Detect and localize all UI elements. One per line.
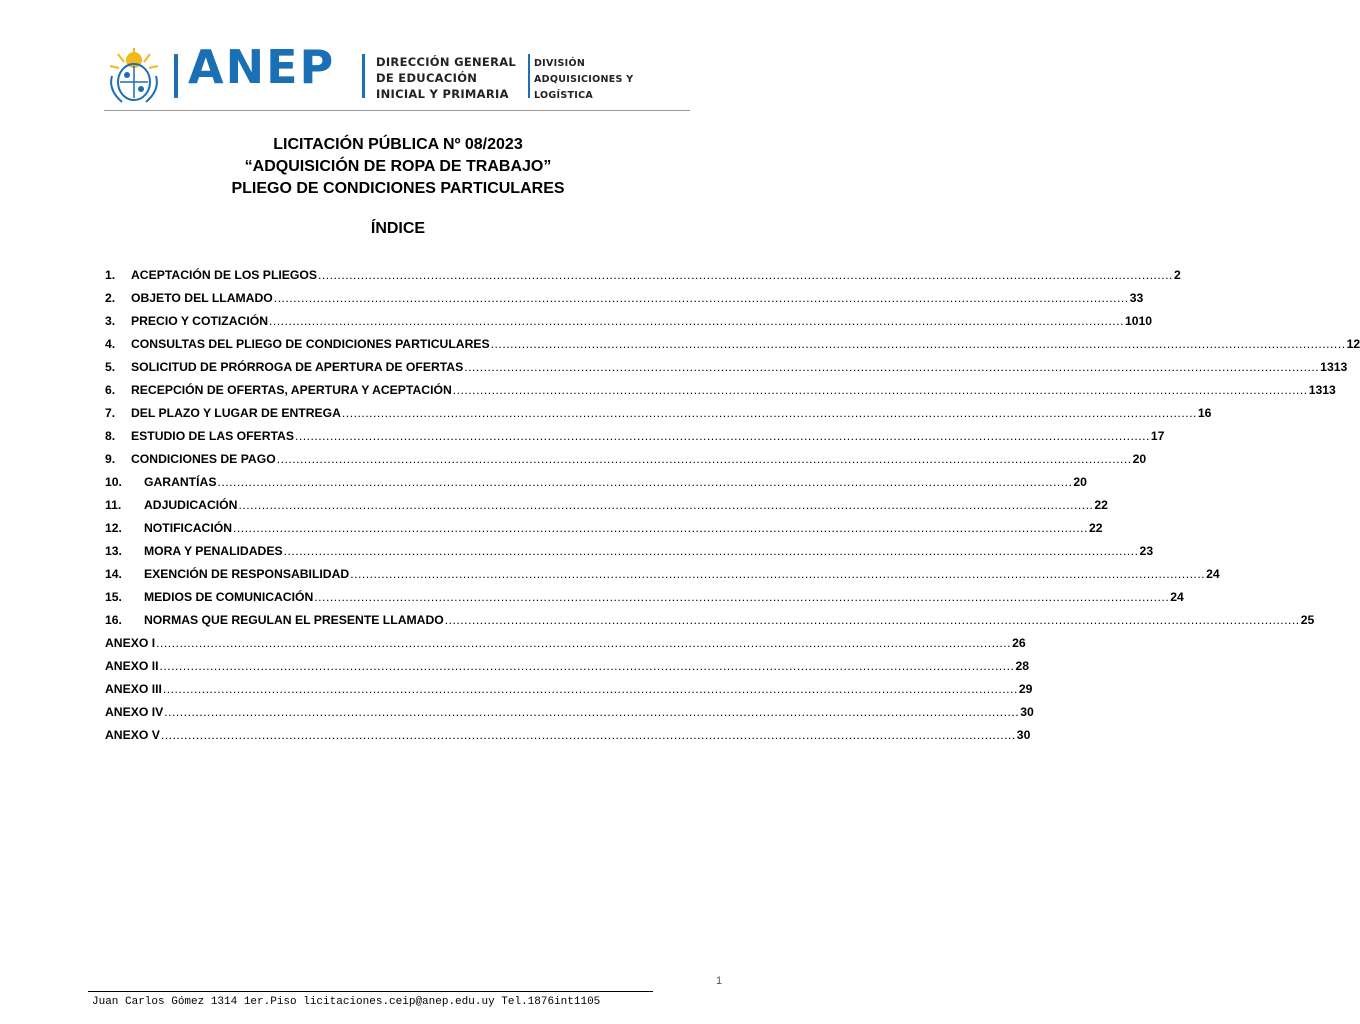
toc-leader-dots: ............................................................................................................................................................................................................................ [341, 406, 1197, 420]
toc-entry[interactable] [105, 383, 1336, 406]
toc-entry-label: ANEXO I [105, 636, 156, 650]
toc-leader-dots: ............................................................................................................................................................................................................................ [238, 498, 1094, 512]
document-title [0, 134, 796, 200]
toc-entry[interactable] [105, 705, 1034, 728]
toc-leader-dots: ............................................................................................................................................................................................................................ [452, 383, 1308, 397]
toc-entry-page: 1313 [1320, 360, 1348, 374]
toc-entry-number: 9. [105, 452, 116, 466]
toc-entry-label: SOLICITUD DE PRÓRROGA DE APERTURA DE OFERTAS [131, 360, 464, 374]
toc-entry[interactable] [105, 337, 1360, 360]
toc-leader-dots: ............................................................................................................................................................................................................................ [217, 475, 1073, 489]
toc-entry-number: 4. [105, 337, 116, 351]
toc-entry[interactable] [105, 314, 1153, 337]
toc-entry[interactable] [105, 360, 1348, 383]
toc-entry-page: 20 [1073, 475, 1087, 489]
toc-entry-label: CONDICIONES DE PAGO [131, 452, 276, 466]
toc-leader-dots: ............................................................................................................................................................................................................................ [490, 337, 1346, 351]
toc-leader-dots: ............................................................................................................................................................................................................................ [283, 544, 1139, 558]
toc-entry-page: 29 [1018, 682, 1033, 696]
toc-entry-page: 25 [1300, 613, 1315, 627]
header-separator [362, 54, 365, 98]
toc-entry-number: 10. [105, 475, 122, 489]
toc-entry[interactable] [105, 728, 1031, 751]
toc-entry-label: ANEXO II [105, 659, 159, 673]
toc-entry[interactable] [105, 268, 1181, 291]
toc-entry-label: MEDIOS DE COMUNICACIÓN [144, 590, 314, 604]
toc-leader-dots: ............................................................................................................................................................................................................................ [164, 705, 1020, 719]
toc-entry-label: NORMAS QUE REGULAN EL PRESENTE LLAMADO [144, 613, 444, 627]
title-line: LICITACIÓN PÚBLICA Nº 08/2023 [273, 136, 523, 153]
division-line: LOGÍSTICA [534, 90, 594, 101]
toc-entry-number: 12. [105, 521, 122, 535]
toc-entry-number: 14. [105, 567, 122, 581]
toc-entry[interactable] [105, 544, 1154, 567]
toc-leader-dots: ............................................................................................................................................................................................................................ [233, 521, 1088, 535]
footer-contact: Juan Carlos Gómez 1314 1er.Piso licitaciones.ceip@anep.edu.uy Tel.1876int1105 [92, 996, 601, 1008]
toc-entry-page: 2 [1173, 268, 1181, 282]
toc-entry[interactable] [105, 521, 1103, 544]
toc-entry-label: OBJETO DEL LLAMADO [131, 291, 273, 305]
toc-entry-label: NOTIFICACIÓN [144, 521, 233, 535]
toc-entry-number: 5. [105, 360, 116, 374]
toc-entry-number: 1. [105, 268, 116, 282]
toc-entry-page: 23 [1139, 544, 1154, 558]
logo-bar [174, 54, 178, 98]
toc-entry-page: 24 [1170, 590, 1184, 604]
toc-entry-label: ESTUDIO DE LAS OFERTAS [131, 429, 294, 443]
toc-entry-page: 30 [1016, 728, 1031, 742]
index-heading: ÍNDICE [370, 220, 426, 237]
toc-entry-page: 28 [1015, 659, 1029, 673]
toc-entry-label: EXENCIÓN DE RESPONSABILIDAD [144, 567, 350, 581]
toc-entry[interactable] [105, 613, 1315, 636]
toc-entry-label: ADJUDICACIÓN [144, 498, 238, 512]
toc-entry-label: DEL PLAZO Y LUGAR DE ENTREGA [131, 406, 341, 420]
toc-entry[interactable] [105, 567, 1220, 590]
toc-entry-label: ANEXO V [105, 728, 160, 742]
toc-entry-label: ACEPTACIÓN DE LOS PLIEGOS [131, 268, 317, 282]
toc-entry-label: CONSULTAS DEL PLIEGO DE CONDICIONES PARTICULARES [131, 337, 490, 351]
toc-entry[interactable] [105, 429, 1165, 452]
coat-of-arms-icon [104, 46, 164, 106]
toc-entry-number: 15. [105, 590, 122, 604]
toc-entry-label: ANEXO III [105, 682, 162, 696]
toc-leader-dots: ............................................................................................................................................................................................................................ [444, 613, 1300, 627]
toc-entry-page: 33 [1129, 291, 1144, 305]
toc-leader-dots: ............................................................................................................................................................................................................................ [318, 268, 1173, 282]
toc-entry-number: 11. [105, 498, 122, 512]
toc-entry[interactable] [105, 659, 1029, 682]
toc-entry-number: 16. [105, 613, 122, 627]
institution-line: DIRECCIÓN GENERAL [376, 55, 517, 69]
toc-leader-dots: ............................................................................................................................................................................................................................ [269, 314, 1124, 328]
header-divider [104, 110, 690, 111]
toc-leader-dots: ............................................................................................................................................................................................................................ [350, 567, 1206, 581]
toc-leader-dots: ............................................................................................................................................................................................................................ [273, 291, 1129, 305]
toc-entry[interactable] [105, 636, 1026, 659]
toc-entry-page: 1010 [1124, 314, 1153, 328]
division-line: ADQUISICIONES Y [534, 74, 634, 85]
toc-entry-label: ANEXO IV [105, 705, 164, 719]
toc-leader-dots: ............................................................................................................................................................................................................................ [294, 429, 1150, 443]
table-of-contents [105, 268, 1360, 751]
toc-entry[interactable] [105, 682, 1033, 705]
toc-leader-dots: ............................................................................................................................................................................................................................ [156, 636, 1012, 650]
toc-entry[interactable] [105, 475, 1087, 498]
title-line: “ADQUISICIÓN DE ROPA DE TRABAJO” [244, 158, 552, 175]
toc-entry-number: 13. [105, 544, 122, 558]
toc-leader-dots: ............................................................................................................................................................................................................................ [276, 452, 1132, 466]
toc-entry-number: 7. [105, 406, 116, 420]
toc-entry-label: MORA Y PENALIDADES [144, 544, 283, 558]
toc-entry-number: 3. [105, 314, 116, 328]
toc-entry-number: 6. [105, 383, 116, 397]
toc-entry[interactable] [105, 406, 1212, 429]
institution-line: INICIAL Y PRIMARIA [376, 87, 509, 101]
toc-entry[interactable] [105, 291, 1144, 314]
toc-entry-label: RECEPCIÓN DE OFERTAS, APERTURA Y ACEPTACIÓN [131, 383, 452, 397]
letterhead [104, 38, 690, 110]
anep-logo: ANEP [188, 40, 336, 94]
toc-entry[interactable] [105, 590, 1184, 613]
title-line: PLIEGO DE CONDICIONES PARTICULARES [231, 180, 565, 197]
toc-entry-number: 2. [105, 291, 116, 305]
toc-entry[interactable] [105, 452, 1147, 475]
toc-entry-label: PRECIO Y COTIZACIÓN [131, 314, 269, 328]
toc-entry[interactable] [105, 498, 1108, 521]
toc-leader-dots: ............................................................................................................................................................................................................................ [160, 728, 1016, 742]
toc-leader-dots: ............................................................................................................................................................................................................................ [314, 590, 1170, 604]
toc-entry-page: 1313 [1308, 383, 1336, 397]
toc-entry-page: 12 [1346, 337, 1360, 351]
toc-entry-page: 22 [1094, 498, 1108, 512]
division-name [534, 56, 634, 104]
toc-entry-page: 22 [1088, 521, 1103, 535]
toc-leader-dots: ............................................................................................................................................................................................................................ [162, 682, 1018, 696]
division-line: DIVISIÓN [534, 58, 586, 69]
toc-entry-page: 30 [1020, 705, 1034, 719]
institution-name [376, 54, 516, 102]
institution-line: DE EDUCACIÓN [376, 71, 478, 85]
toc-entry-label: GARANTÍAS [144, 475, 217, 489]
toc-leader-dots: ............................................................................................................................................................................................................................ [464, 360, 1320, 374]
toc-leader-dots: ............................................................................................................................................................................................................................ [159, 659, 1015, 673]
toc-entry-number: 8. [105, 429, 116, 443]
header-separator [528, 54, 530, 98]
toc-entry-page: 26 [1012, 636, 1026, 650]
toc-entry-page: 24 [1206, 567, 1220, 581]
toc-entry-page: 17 [1150, 429, 1165, 443]
footer-divider [88, 991, 653, 992]
toc-entry-page: 20 [1132, 452, 1147, 466]
page-number: 1 [716, 975, 723, 987]
toc-entry-page: 16 [1197, 406, 1212, 420]
